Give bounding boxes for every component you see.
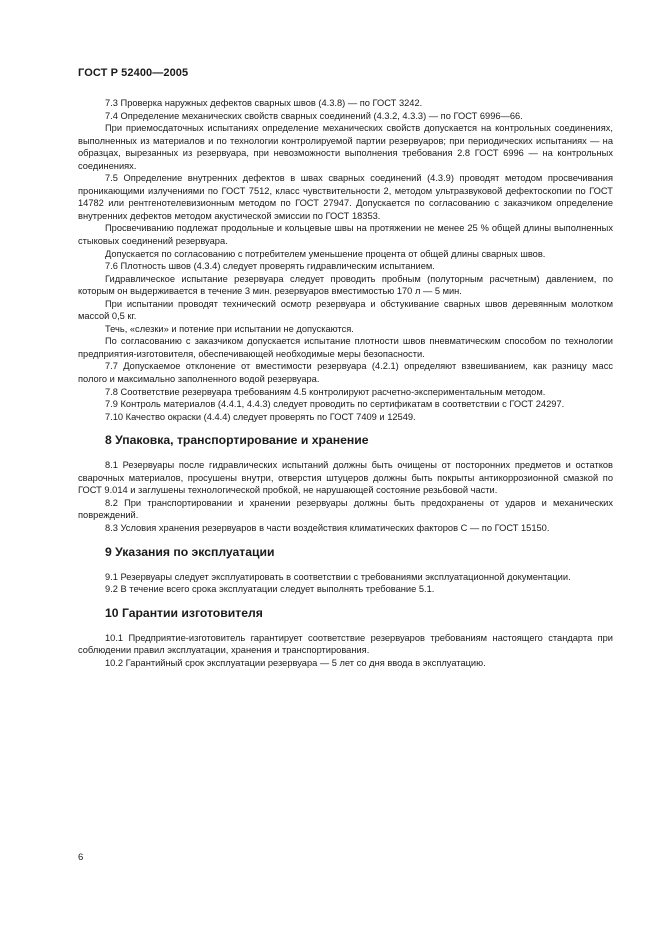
paragraph: Течь, «слезки» и потение при испытании не допускаются. [105, 323, 354, 334]
paragraph: Гидравлическое испытание резервуара следует проводить пробным (полуторным расчетным) давлением, по которым он выдерживается в течение 3 мин. резервуаров вместимостью 170 л — 5 мин. [78, 273, 613, 297]
section-10-warranty [78, 606, 613, 670]
paragraph: 10.2 Гарантийный срок эксплуатации резервуара — 5 лет со дня ввода в эксплуатацию. [105, 657, 486, 668]
paragraph: 8.1 Резервуары после гидравлических испытаний должны быть очищены от посторонних предметов и остатков сварочных материалов, просушены внутри, отверстия штуцеров должны быть покрыты антикоррозионной смазкой по ГОСТ 9.014 и заглушены технологической пробкой, не нарушающей состояние резьбовой части. [78, 460, 613, 496]
section-8-packaging [78, 433, 613, 534]
paragraph: При испытании проводят технический осмотр резервуара и обстукивание сварных швов деревянным молотком массой 0,5 кг. [78, 298, 613, 322]
paragraph: 7.9 Контроль материалов (4.4.1, 4.4.3) следует проводить по сертификатам в соответствии с ГОСТ 24297. [105, 399, 565, 410]
paragraph: 7.8 Соответствие резервуара требованиям 4.5 контролируют расчетно-экспериментальным методом. [105, 386, 546, 397]
section-9-operation [78, 545, 613, 596]
paragraph: 7.4 Определение механических свойств сварных соединений (4.3.2, 4.3.3) — по ГОСТ 6996—66. [105, 110, 523, 121]
paragraph: 7.5 Определение внутренних дефектов в швах сварных соединений (4.3.9) проводят методом просвечивания проникающими излучениями по ГОСТ 7512, класс чувствительности 2, методом ультразвуковой дефектоскопии по ГОСТ 14782 или рентгенотелевизионным методом по ГОСТ 27947. Допускается по согласованию с заказчиком определение внутренних дефектов методом акустической эмиссии по ГОСТ 18353. [78, 173, 613, 221]
section-heading: 9 Указания по эксплуатации [105, 544, 275, 559]
section-heading: 10 Гарантии изготовителя [105, 605, 263, 620]
paragraph: Допускается по согласованию с потребителем уменьшение процента от общей длины сварных швов. [105, 248, 546, 259]
paragraph: 7.10 Качество окраски (4.4.4) следует проверять по ГОСТ 7409 и 12549. [105, 411, 416, 422]
paragraph: 9.2 В течение всего срока эксплуатации следует выполнять требование 5.1. [105, 584, 435, 595]
paragraph: При приемосдаточных испытаниях определение механических свойств допускается на контрольных соединениях, выполненных из материалов и по технологии контролируемой партии резервуаров; при периодических испытаниях — на образцах, вырезанных из резервуара, при невозможности выполнения требования 2.8 ГОСТ 6996 — на контрольных соединениях. [78, 123, 613, 171]
section-heading: 8 Упаковка, транспортирование и хранение [105, 433, 369, 448]
document-body [78, 97, 613, 669]
paragraph: 10.1 Предприятие-изготовитель гарантирует соответствие резервуаров требованиям настоящего стандарта при соблюдении правил эксплуатации, хранения и транспортирования. [78, 632, 613, 656]
page-number: 6 [78, 852, 84, 863]
paragraph: 7.6 Плотность швов (4.3.4) следует проверять гидравлическим испытанием. [105, 261, 435, 272]
paragraph: Просвечиванию подлежат продольные и кольцевые швы на протяжении не менее 25 % общей длины выполненных стыковых соединений резервуара. [78, 223, 613, 247]
paragraph: 8.3 Условия хранения резервуаров в части воздействия климатических факторов С — по ГОСТ 15150. [105, 522, 550, 533]
section-7-tests [78, 97, 613, 423]
document-header: ГОСТ Р 52400—2005 [78, 67, 189, 79]
paragraph: 7.3 Проверка наружных дефектов сварных швов (4.3.8) — по ГОСТ 3242. [105, 98, 423, 108]
paragraph: 7.7 Допускаемое отклонение от вместимости резервуара (4.2.1) определяют взвешиванием, как разницу масс полого и максимально заполненного водой резервуара. [78, 361, 613, 385]
paragraph: 9.1 Резервуары следует эксплуатировать в соответствии с требованиями эксплуатационной документации. [105, 571, 571, 582]
paragraph: 8.2 При транспортировании и хранении резервуары должны быть предохранены от ударов и механических повреждений. [78, 497, 613, 521]
paragraph: По согласованию с заказчиком допускается испытание плотности швов пневматическим способом по технологии предприятия-изготовителя, обеспечивающей необходимые меры безопасности. [78, 336, 613, 359]
